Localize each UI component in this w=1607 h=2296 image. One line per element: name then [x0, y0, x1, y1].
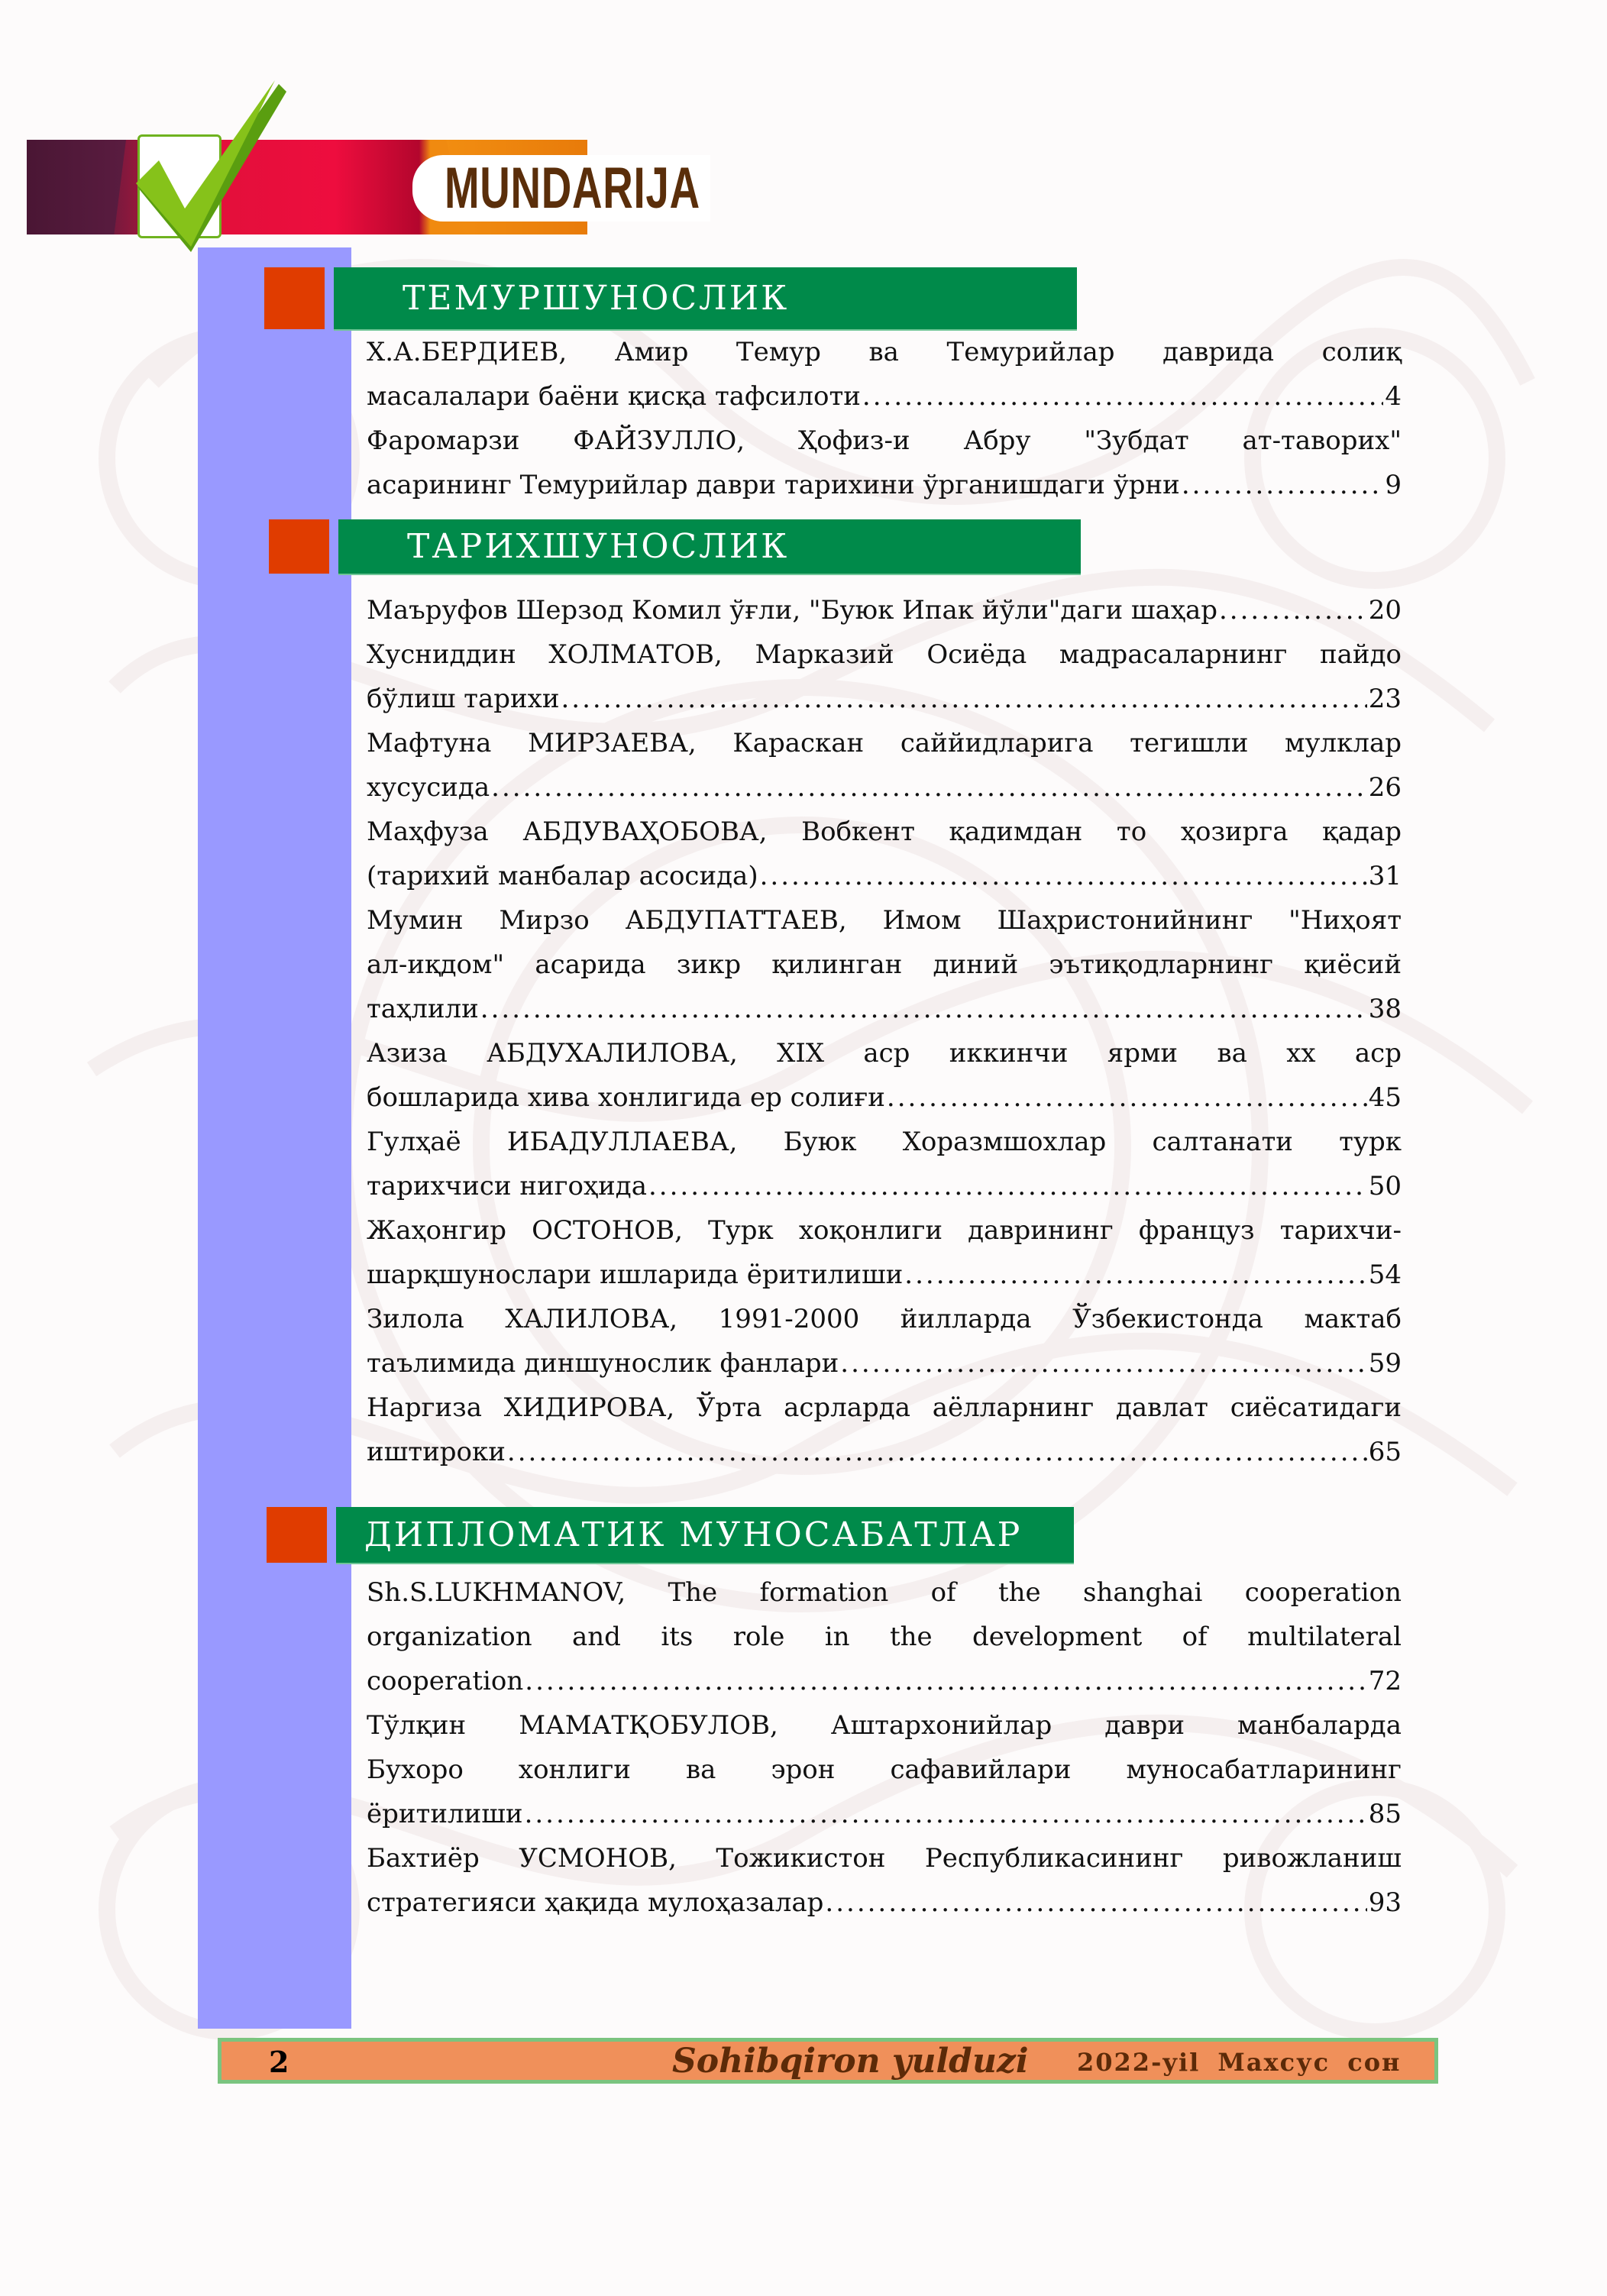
page-number: 38 [1368, 994, 1402, 1024]
page-number: 9 [1385, 470, 1402, 500]
entry-line: Фаромарзи ФАЙЗУЛЛО, Ҳофиз-и Абру "Зубдат ат-таворих" [367, 425, 1402, 456]
page-number: 50 [1368, 1171, 1402, 1201]
entry-line: Азиза АБДУХАЛИЛОВА, XIX аср иккинчи ярми ва xx аср [367, 1038, 1402, 1069]
page-number: 4 [1385, 381, 1402, 412]
entry-line: ёритилиши [367, 1799, 523, 1829]
dot-leader [561, 677, 1367, 721]
section-title: ТЕМУРШУНОСЛИК [403, 278, 790, 318]
entry-line: бошларида хива хонлигида ер солиғи [367, 1082, 885, 1113]
dot-leader [887, 1075, 1367, 1120]
dot-leader [1182, 463, 1384, 507]
toc-entry[interactable] [367, 1208, 1402, 1297]
page-number: 65 [1368, 1437, 1402, 1467]
page-number: 45 [1368, 1082, 1402, 1113]
entry-line: бўлиш тарихи [367, 684, 560, 714]
entry-line: иштироки [367, 1437, 506, 1467]
entry-line: Гулҳаё ИБАДУЛЛАЕВА, Буюк Хоразмшохлар салтанати турк [367, 1127, 1402, 1157]
entry-line: Маъруфов Шерзод Комил ўғли, "Буюк Ипак йўли"даги шаҳар [367, 595, 1217, 626]
entry-line: таълимида диншунослик фанлари [367, 1348, 839, 1379]
toc-entry[interactable] [367, 1297, 1402, 1386]
section-marker-2 [269, 519, 329, 574]
dot-leader [648, 1164, 1367, 1208]
section-3-entries [367, 1570, 1402, 1925]
section-header-2 [338, 519, 1081, 575]
page-number: 31 [1368, 861, 1402, 891]
entry-line: Хусниддин ХОЛМАТОВ, Марказий Осиёда мадрасаларнинг пайдо [367, 639, 1402, 670]
toc-entry[interactable] [367, 898, 1402, 1031]
section-header-1 [334, 267, 1077, 331]
entry-line: хусусида [367, 772, 490, 803]
page-number: 85 [1368, 1799, 1402, 1829]
entry-line: cooperation [367, 1666, 524, 1696]
dot-leader [507, 1430, 1367, 1474]
entry-line: Маҳфуза АБДУВАҲОБОВА, Вобкент қадимдан то ҳозирга қадар [367, 817, 1402, 847]
toc-entry[interactable] [367, 1031, 1402, 1120]
toc-entry[interactable] [367, 1836, 1402, 1925]
entry-line: стратегияси ҳақида мулоҳазалар [367, 1887, 824, 1918]
issue-label: 2022-yil Махсус сон [1077, 2048, 1402, 2077]
dot-leader [862, 374, 1383, 419]
entry-line: Тўлқин МАМАТҚОБУЛОВ, Аштархонийлар даври манбаларда [367, 1710, 1402, 1741]
toc-entry[interactable] [367, 810, 1402, 898]
section-marker-1 [264, 267, 325, 329]
entry-line: шарқшунослари ишларида ёритилиши [367, 1260, 904, 1290]
section-title: ДИПЛОМАТИК МУНОСАБАТЛАР [364, 1515, 1023, 1554]
page-number: 26 [1368, 772, 1402, 803]
sidebar-band [198, 247, 351, 2029]
entry-line: (тарихий манбалар асосида) [367, 861, 758, 891]
title-pill [412, 155, 710, 222]
dot-leader [840, 1341, 1366, 1386]
entry-line: Жаҳонгир ОСТОНОВ, Турк хоқонлиги даврининг француз тарихчи- [367, 1215, 1402, 1246]
entry-line: Sh.S.LUKHMANOV, The formation of the shanghai cooperation [367, 1577, 1402, 1608]
page-title: MUNDARIJA [445, 155, 700, 221]
page-number: 20 [1368, 595, 1402, 626]
toc-entry[interactable] [367, 632, 1402, 721]
section-2-entries [367, 588, 1402, 1474]
entry-line: асарининг Темурийлар даври тарихини ўрганишдаги ўрни [367, 470, 1180, 500]
section-marker-3 [267, 1507, 327, 1563]
dot-leader [760, 854, 1367, 898]
checkmark-icon [115, 80, 290, 256]
toc-entry[interactable] [367, 1120, 1402, 1208]
entry-line: масалалари баёни қисқа тафсилоти [367, 381, 861, 412]
entry-line: organization and its role in the development of multilateral [367, 1622, 1402, 1652]
page-number: 23 [1368, 684, 1402, 714]
entry-line: Мумин Мирзо АБДУПАТТАЕВ, Имом Шаҳристонийнинг "Ниҳоят [367, 905, 1402, 936]
page-footer [218, 2038, 1438, 2084]
footer-page-number: 2 [269, 2045, 289, 2079]
toc-entry[interactable] [367, 419, 1402, 507]
entry-line: Бахтиёр УСМОНОВ, Тожикистон Республикасининг ривожланиш [367, 1843, 1402, 1874]
toc-entry[interactable] [367, 588, 1402, 632]
page-number: 93 [1368, 1887, 1402, 1918]
entry-line: Х.А.БЕРДИЕВ, Амир Темур ва Темурийлар даврида солиқ [367, 337, 1402, 367]
entry-line: Наргиза ХИДИРОВА, Ўрта асрларда аёлларнинг давлат сиёсатидаги [367, 1392, 1402, 1423]
journal-name: Sohibqiron yulduzi [672, 2042, 1029, 2081]
section-header-3 [336, 1507, 1074, 1564]
entry-line: таҳлили [367, 994, 479, 1024]
entry-line: Зилола ХАЛИЛОВА, 1991-2000 йилларда Ўзбекистонда мактаб [367, 1304, 1402, 1334]
entry-line: Бухоро хонлиги ва эрон сафавийлари муносабатларининг [367, 1754, 1402, 1785]
section-title: ТАРИХШУНОСЛИК [407, 526, 790, 566]
dot-leader [491, 765, 1367, 810]
page-number: 59 [1368, 1348, 1402, 1379]
toc-entry[interactable] [367, 330, 1402, 419]
dot-leader [904, 1253, 1366, 1297]
entry-line: ал-иқдом" асарида зикр қилинган диний эътиқодларнинг қиёсий [367, 949, 1402, 980]
dot-leader [525, 1659, 1366, 1703]
section-1-entries [367, 330, 1402, 507]
dot-leader [1219, 588, 1367, 632]
dot-leader [825, 1880, 1366, 1925]
toc-entry[interactable] [367, 1570, 1402, 1703]
dot-leader [480, 987, 1367, 1031]
dot-leader [525, 1792, 1367, 1836]
toc-entry[interactable] [367, 721, 1402, 810]
entry-line: Мафтуна МИРЗАЕВА, Караскан саййидларига тегишли мулклар [367, 728, 1402, 758]
entry-line: тарихчиси нигоҳида [367, 1171, 647, 1201]
page-number: 54 [1368, 1260, 1402, 1290]
toc-entry[interactable] [367, 1703, 1402, 1836]
banner-purple-segment [27, 140, 126, 234]
toc-entry[interactable] [367, 1386, 1402, 1474]
page-number: 72 [1368, 1666, 1402, 1696]
